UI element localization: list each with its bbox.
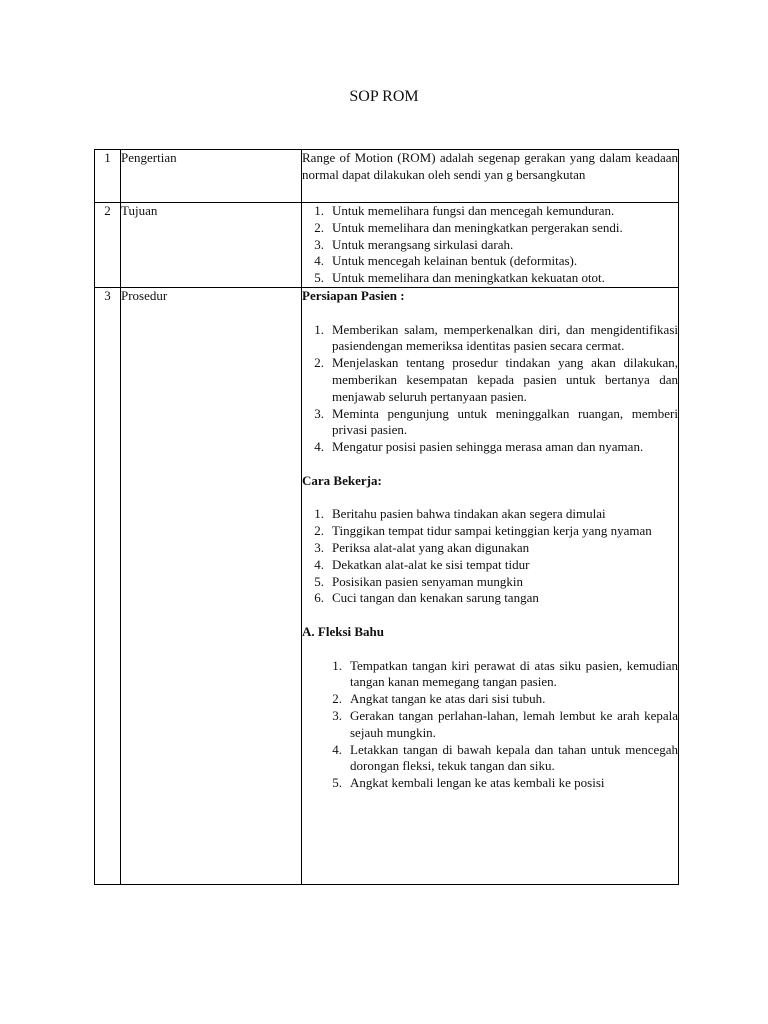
list-item: 3. Gerakan tangan perlahan-lahan, lemah lembut ke arah kepala sejauh mungkin. <box>332 707 678 740</box>
row-content <box>302 150 679 203</box>
procedure-list <box>302 506 678 607</box>
list-item: 3. Meminta pengunjung untuk meninggalkan ruangan, memberi privasi pasien. <box>314 405 678 438</box>
list-item: 5. Untuk memelihara dan meningkatkan kekuatan otot. <box>314 270 605 286</box>
section-heading: Persiapan Pasien : <box>302 287 405 303</box>
list-item: 2. Tinggikan tempat tidur sampai ketinggian kerja yang nyaman <box>314 523 652 539</box>
list-item: 4. Mengatur posisi pasien sehingga merasa aman dan nyaman. <box>314 439 644 455</box>
section-heading: A. Fleksi Bahu <box>302 623 384 639</box>
table-row <box>95 203 679 288</box>
list-item: 4. Letakkan tangan di bawah kepala dan tahan untuk mencegah dorongan fleksi, tekuk tangan dan siku. <box>332 741 678 774</box>
row-label: Pengertian <box>121 150 302 203</box>
row-label: Prosedur <box>121 287 302 884</box>
list-item: 2. Untuk memelihara dan meningkatkan pergerakan sendi. <box>314 219 623 235</box>
row-number: 3 <box>95 287 121 884</box>
row-number: 1 <box>95 150 121 203</box>
definition-text: Range of Motion (ROM) adalah segenap gerakan yang dalam keadaan normal dapat dilakukan oleh sendi yan g bersangkutan <box>302 150 678 182</box>
table-row <box>95 287 679 884</box>
list-item: 1. Memberikan salam, memperkenalkan diri, dan mengidentifikasi pasiendengan memeriksa identitas pasien secara cermat. <box>314 321 678 354</box>
row-content <box>302 203 679 288</box>
row-content <box>302 287 679 884</box>
row-number: 2 <box>95 203 121 288</box>
list-item: 1. Untuk memelihara fungsi dan mencegah kemunduran. <box>314 203 615 218</box>
list-item: 2. Menjelaskan tentang prosedur tindakan yang akan dilakukan, memberikan kesempatan kepada pasien untuk bertanya dan menjawab seluruh pertanyaan pasien. <box>314 355 678 404</box>
objective-list <box>302 203 678 287</box>
list-item: 5. Angkat kembali lengan ke atas kembali ke posisi <box>332 775 605 791</box>
list-item: 1. Tempatkan tangan kiri perawat di atas siku pasien, kemudian tangan kanan memegang tangan pasien. <box>332 657 678 690</box>
list-item: 4. Dekatkan alat-alat ke sisi tempat tidur <box>314 556 530 572</box>
list-item: 4. Untuk mencegah kelainan bentuk (deformitas). <box>314 253 578 269</box>
list-item: 5. Posisikan pasien senyaman mungkin <box>314 573 524 589</box>
procedure-list <box>302 658 678 792</box>
document-title: SOP ROM <box>349 88 419 105</box>
list-item: 2. Angkat tangan ke atas dari sisi tubuh. <box>332 691 546 707</box>
table-row <box>95 150 679 203</box>
sop-table <box>94 149 679 885</box>
section-heading: Cara Bekerja: <box>302 472 382 488</box>
list-item: 6. Cuci tangan dan kenakan sarung tangan <box>314 590 539 606</box>
list-item: 3. Periksa alat-alat yang akan digunakan <box>314 539 530 555</box>
list-item: 3. Untuk merangsang sirkulasi darah. <box>314 236 514 252</box>
procedure-list <box>302 322 678 456</box>
row-label: Tujuan <box>121 203 302 288</box>
list-item: 1. Beritahu pasien bahwa tindakan akan segera dimulai <box>314 506 606 522</box>
